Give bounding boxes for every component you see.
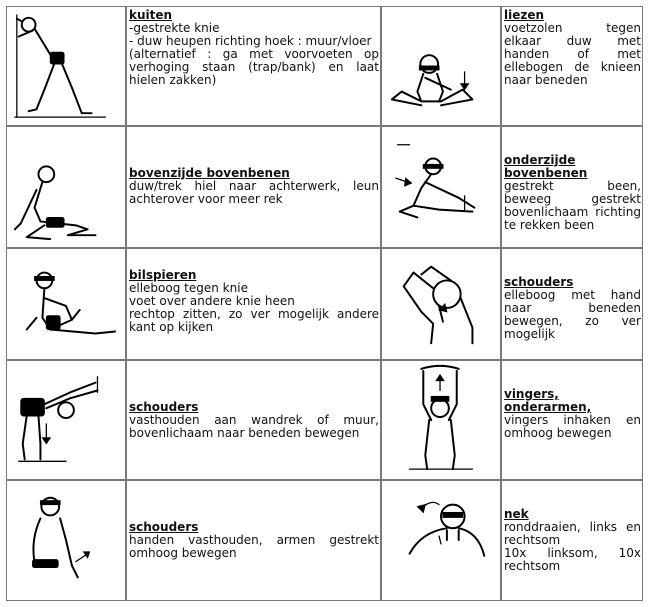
- stretching-exercise-table: [6, 6, 643, 601]
- exercise-title: bovenzijde bovenbenen: [129, 166, 290, 180]
- exercise-text-cell: [501, 360, 643, 480]
- exercise-instruction: voet over andere knie heen: [129, 294, 295, 308]
- exercise-title: onderzijde bovenbenen: [504, 153, 588, 180]
- exercise-instruction: vasthouden aan wandrek of muur, bovenlichaam naar beneden bewegen: [129, 413, 379, 440]
- exercise-instruction: duw/trek hiel naar achterwerk, leun achterover voor meer rek: [129, 179, 379, 206]
- exercise-instruction: gestrekt been, beweeg gestrekt bovenlichaam richting te rekken been: [504, 179, 641, 232]
- exercise-image-cell: [381, 248, 501, 360]
- exercise-text-cell: [126, 6, 381, 126]
- exercise-instruction: -gestrekte knie: [129, 21, 220, 35]
- groin-stretch-figure: [382, 7, 500, 125]
- finger-forearm-stretch-figure: [382, 361, 500, 479]
- exercise-title: schouders: [504, 275, 574, 289]
- exercise-instruction: handen vasthouden, armen gestrekt omhoog bewegen: [129, 533, 379, 560]
- exercise-title: bilspieren: [129, 268, 197, 282]
- exercise-text-cell: [501, 6, 643, 126]
- exercise-image-cell: [6, 360, 126, 480]
- exercise-title: nek: [504, 507, 529, 521]
- exercise-image-cell: [6, 480, 126, 601]
- exercise-title: kuiten: [129, 8, 173, 22]
- exercise-instruction: (alternatief : ga met voorvoeten op verhoging staan (trap/bank) en laat hielen zakken): [129, 47, 379, 87]
- exercise-image-cell: [6, 126, 126, 248]
- neck-rotation-figure: [382, 481, 500, 600]
- exercise-instruction: 10x linksom, 10x rechtsom: [504, 546, 641, 573]
- exercise-text-cell: [501, 126, 643, 248]
- shoulder-behind-back-stretch-figure: [7, 481, 125, 600]
- glute-stretch-figure: [7, 249, 125, 359]
- exercise-title: liezen: [504, 8, 545, 22]
- exercise-text-cell: [126, 248, 381, 360]
- exercise-image-cell: [6, 248, 126, 360]
- hamstring-stretch-figure: [382, 127, 500, 247]
- exercise-text-cell: [126, 126, 381, 248]
- exercise-instruction: vingers inhaken en omhoog bewegen: [504, 413, 641, 440]
- quadriceps-stretch-figure: [7, 127, 125, 247]
- exercise-instruction: rechtop zitten, zo ver mogelijk andere kant op kijken: [129, 307, 379, 334]
- exercise-text-cell: [126, 360, 381, 480]
- exercise-image-cell: [381, 126, 501, 248]
- exercise-instruction: elleboog met hand naar beneden bewegen, zo ver mogelijk: [504, 288, 641, 341]
- exercise-text-cell: [501, 248, 643, 360]
- exercise-image-cell: [381, 360, 501, 480]
- exercise-title: schouders: [129, 520, 199, 534]
- shoulder-wall-stretch-figure: [7, 361, 125, 479]
- exercise-image-cell: [381, 6, 501, 126]
- exercise-image-cell: [6, 6, 126, 126]
- exercise-instruction: ronddraaien, links en rechtsom: [504, 520, 641, 547]
- triceps-stretch-figure: [382, 249, 500, 359]
- exercise-title: vingers, onderarmen,: [504, 387, 592, 414]
- exercise-instruction: elleboog tegen knie: [129, 281, 248, 295]
- exercise-instruction: voetzolen tegen elkaar duw met handen of met ellebogen de knieen naar beneden: [504, 21, 641, 87]
- calf-stretch-figure: [7, 7, 125, 125]
- exercise-text-cell: [501, 480, 643, 601]
- exercise-instruction: - duw heupen richting hoek : muur/vloer: [129, 34, 372, 48]
- exercise-image-cell: [381, 480, 501, 601]
- exercise-title: schouders: [129, 400, 199, 414]
- exercise-text-cell: [126, 480, 381, 601]
